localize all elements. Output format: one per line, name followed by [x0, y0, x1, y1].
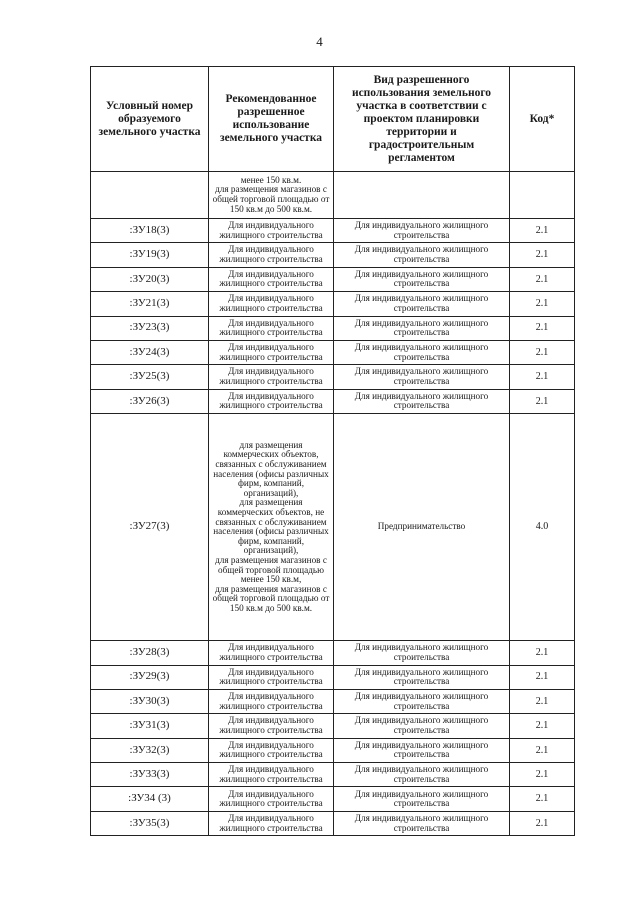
cell-type: Для индивидуального жилищного строительства: [334, 316, 510, 340]
continuation-row: [91, 172, 575, 219]
cell-usage: Для индивидуального жилищного строительства: [209, 665, 334, 689]
cell-type: Для индивидуального жилищного строительства: [334, 738, 510, 762]
table-row: [91, 689, 575, 713]
cell-code: 2.1: [510, 811, 575, 835]
cell-plot-id: :ЗУ18(3): [91, 219, 209, 243]
usage-line: 150 кв.м до 500 кв.м.: [229, 203, 313, 214]
cell-type: Для индивидуального жилищного строительства: [334, 714, 510, 738]
usage-line: общей торговой площадью от: [212, 194, 330, 204]
table-row: [91, 641, 575, 665]
cell-plot-id: :ЗУ26(3): [91, 389, 209, 413]
cell-code: 2.1: [510, 389, 575, 413]
usage-line: для размещения: [239, 439, 303, 450]
cell-type: Для индивидуального жилищного строительства: [334, 665, 510, 689]
usage-line: фирм, компаний,: [237, 535, 304, 546]
usage-line: общей торговой площадью от: [212, 593, 330, 604]
cell-usage: Для индивидуального жилищного строительства: [209, 243, 334, 267]
cell-usage: Для индивидуального жилищного строительства: [209, 292, 334, 316]
cell-plot-id: :ЗУ31(3): [91, 714, 209, 738]
cell-code: 2.1: [510, 267, 575, 291]
cell-type: Предпринимательство: [334, 414, 510, 641]
table-row: [91, 365, 575, 389]
usage-line: связанных с обслуживанием: [215, 458, 327, 469]
usage-line: коммерческих объектов,: [223, 449, 319, 460]
table-row: [91, 763, 575, 787]
cell-code: [510, 172, 575, 219]
usage-line: населения (офисы различных: [213, 526, 329, 537]
header-recommended-usage: Рекомендованное разрешенное использование земельного участка: [209, 67, 334, 172]
cell-type: Для индивидуального жилищного строительства: [334, 340, 510, 364]
table-row: [91, 389, 575, 413]
table-row: [91, 665, 575, 689]
table-row: [91, 243, 575, 267]
usage-line: организаций),: [243, 487, 299, 498]
cell-plot-id: :ЗУ20(3): [91, 267, 209, 291]
page-number: 4: [316, 34, 323, 49]
cell-code: 2.1: [510, 365, 575, 389]
cell-type: Для индивидуального жилищного строительства: [334, 811, 510, 835]
cell-plot-id: :ЗУ35(3): [91, 811, 209, 835]
header-plot-number: Условный номер образуемого земельного участка: [91, 67, 209, 172]
usage-line: связанных с обслуживанием: [215, 516, 327, 527]
usage-line: общей торговой площадью: [218, 564, 324, 575]
table-row: [91, 787, 575, 811]
table-row: [91, 738, 575, 762]
cell-plot-id: :ЗУ28(3): [91, 641, 209, 665]
cell-plot-id: :ЗУ30(3): [91, 689, 209, 713]
table-row: [91, 219, 575, 243]
cell-plot-id: :ЗУ34 (3): [91, 787, 209, 811]
usage-line: менее 150 кв.м,: [240, 574, 302, 585]
cell-type: Для индивидуального жилищного строительства: [334, 219, 510, 243]
cell-usage: Для индивидуального жилищного строительства: [209, 787, 334, 811]
usage-line: фирм, компаний,: [237, 478, 304, 489]
cell-usage: Для индивидуального жилищного строительства: [209, 219, 334, 243]
cell-plot-id: :ЗУ27(3): [91, 414, 209, 641]
cell-plot-id: :ЗУ21(3): [91, 292, 209, 316]
cell-plot-id: :ЗУ19(3): [91, 243, 209, 267]
usage-line: для размещения магазинов с: [215, 184, 327, 195]
cell-code: 2.1: [510, 340, 575, 364]
cell-plot-id: :ЗУ33(3): [91, 763, 209, 787]
cell-plot-id: [91, 172, 209, 219]
cell-usage: Для индивидуального жилищного строительства: [209, 763, 334, 787]
cell-code: 2.1: [510, 738, 575, 762]
cell-plot-id: :ЗУ24(3): [91, 340, 209, 364]
cell-code: 2.1: [510, 219, 575, 243]
cell-code: 2.1: [510, 641, 575, 665]
cell-code: 4.0: [510, 414, 575, 641]
cell-usage: Для индивидуального жилищного строительства: [209, 811, 334, 835]
usage-line: организаций),: [243, 545, 299, 556]
table-header-row: [91, 67, 575, 172]
cell-type: Для индивидуального жилищного строительства: [334, 763, 510, 787]
table-row: [91, 267, 575, 291]
cell-code: 2.1: [510, 763, 575, 787]
cell-usage: Для индивидуального жилищного строительства: [209, 340, 334, 364]
cell-code: 2.1: [510, 665, 575, 689]
cell-type: Для индивидуального жилищного строительства: [334, 389, 510, 413]
table-row: [91, 811, 575, 835]
usage-line: населения (офисы различных: [213, 468, 329, 479]
cell-type: Для индивидуального жилищного строительства: [334, 267, 510, 291]
cell-type: Для индивидуального жилищного строительства: [334, 243, 510, 267]
cell-type: Для индивидуального жилищного строительства: [334, 787, 510, 811]
cell-type: Для индивидуального жилищного строительства: [334, 292, 510, 316]
usage-line: менее 150 кв.м.: [240, 174, 302, 185]
header-permitted-use-type: Вид разрешенного использования земельного участка в соответствии с проектом планировки территории и градостроительным регламентом: [334, 67, 510, 172]
land-plots-table: [90, 66, 575, 836]
cell-usage: Для индивидуального жилищного строительства: [209, 365, 334, 389]
table-row: [91, 414, 575, 641]
table-row: [91, 292, 575, 316]
cell-code: 2.1: [510, 243, 575, 267]
cell-plot-id: :ЗУ25(3): [91, 365, 209, 389]
cell-usage: Для индивидуального жилищного строительства: [209, 267, 334, 291]
usage-line: для размещения магазинов с: [215, 583, 327, 594]
cell-type: Для индивидуального жилищного строительства: [334, 365, 510, 389]
header-code: Код*: [510, 67, 575, 172]
cell-type: Для индивидуального жилищного строительства: [334, 641, 510, 665]
usage-line: для размещения: [239, 497, 303, 508]
cell-usage: [209, 172, 334, 219]
usage-line: 150 кв.м до 500 кв.м.: [229, 602, 313, 613]
cell-code: 2.1: [510, 316, 575, 340]
cell-usage: Для индивидуального жилищного строительства: [209, 738, 334, 762]
usage-line: коммерческих объектов, не: [217, 506, 325, 517]
cell-usage: Для индивидуального жилищного строительства: [209, 316, 334, 340]
cell-code: 2.1: [510, 292, 575, 316]
cell-usage: Для индивидуального жилищного строительства: [209, 389, 334, 413]
cell-usage: Для индивидуального жилищного строительства: [209, 689, 334, 713]
cell-usage: Для индивидуального жилищного строительства: [209, 641, 334, 665]
cell-type: Для индивидуального жилищного строительства: [334, 689, 510, 713]
cell-plot-id: :ЗУ32(3): [91, 738, 209, 762]
cell-plot-id: :ЗУ23(3): [91, 316, 209, 340]
table-row: [91, 340, 575, 364]
table-row: [91, 316, 575, 340]
cell-plot-id: :ЗУ29(3): [91, 665, 209, 689]
cell-code: 2.1: [510, 714, 575, 738]
usage-line: для размещения магазинов с: [215, 554, 327, 565]
cell-usage: [209, 414, 334, 641]
cell-usage: Для индивидуального жилищного строительства: [209, 714, 334, 738]
table-row: [91, 714, 575, 738]
cell-code: 2.1: [510, 787, 575, 811]
cell-code: 2.1: [510, 689, 575, 713]
cell-type: [334, 172, 510, 219]
